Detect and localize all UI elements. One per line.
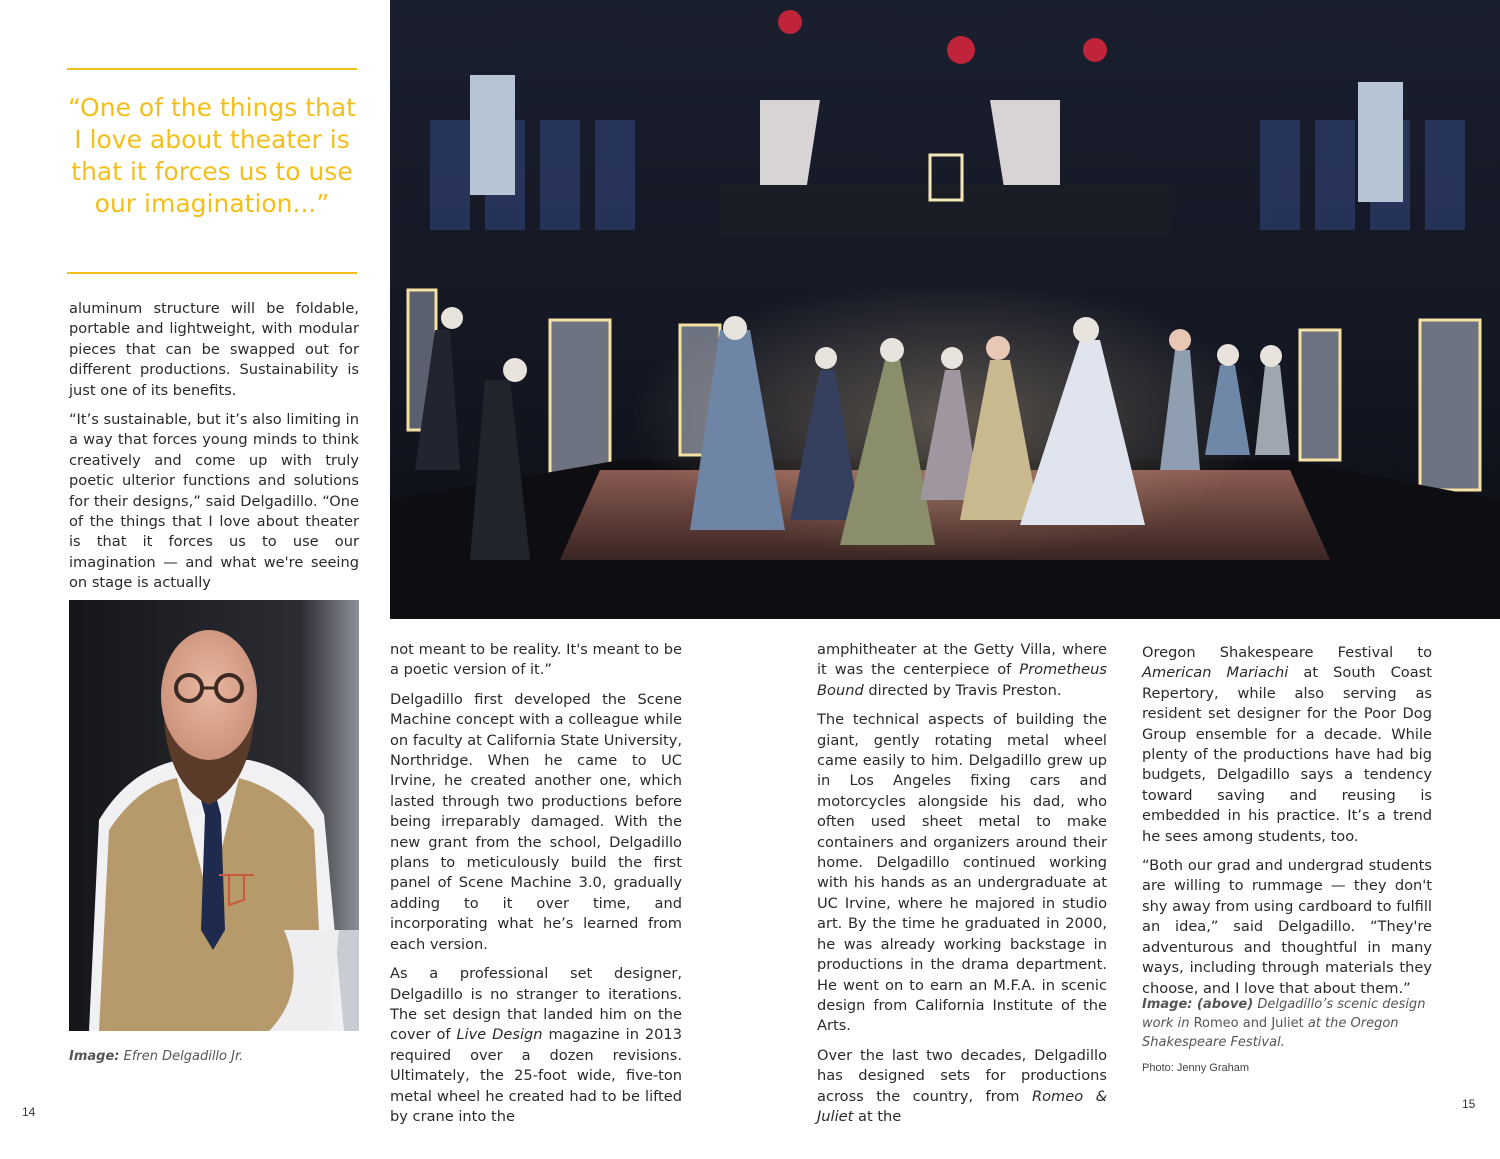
- text-run: magazine in 2013 required over a dozen revisions. Ultimately, the 25-foot wide, five-ton metal wheel he created had to be lifted by crane into the: [390, 1026, 683, 1125]
- paragraph: [817, 640, 1107, 701]
- page-number-right: 15: [1462, 1097, 1476, 1111]
- paragraph: [1142, 643, 1432, 847]
- paragraph: [817, 1046, 1107, 1128]
- paragraph: The technical aspects of building the giant, gently rotating metal wheel came easily to him. Delgadillo grew up in Los Angeles fixing cars and motorcycles alongside his dad, who often used sheet metal to make containers and organizers around their home. Delgadillo continued working with his hands as an undergraduate at UC Irvine, where he majored in studio art. By the time he graduated in 2000, he was already working backstage in productions in the drama department. He went on to earn an M.F.A. in scenic design from California Institute of the Arts.: [817, 711, 1107, 1035]
- paragraph: [390, 964, 682, 1127]
- stage-production-photo: [390, 0, 1500, 619]
- paragraph: “It’s sustainable, but it’s also limiting in a way that forces young minds to think creatively and come up with truly poetic ulterior functions and solutions for their designs,” said Delgadillo. “One of the things that I love about theater is that it forces us to use our imagination — and what we're seeing on stage is actually: [69, 411, 359, 592]
- article-column-2: [390, 640, 682, 1136]
- caption-production-title: Romeo and Juliet: [1193, 1016, 1304, 1031]
- text-run: Oregon Shakespeare Festival to: [1142, 644, 1432, 661]
- portrait-caption: [69, 1047, 359, 1066]
- pullquote-top-rule: [67, 68, 357, 70]
- magazine-title: Live Design: [456, 1026, 543, 1044]
- caption-text: at the Oregon Shakespeare Festival.: [1142, 1016, 1399, 1050]
- pull-quote: “One of the things that I love about theater is that it forces us to use our imagination...”: [68, 93, 356, 218]
- text-run: As a professional set designer, Delgadillo is no stranger to iterations. The set design that landed him on the cover of: [390, 965, 682, 1044]
- portrait-photo: [69, 600, 359, 1031]
- pullquote-bottom-rule: [67, 272, 357, 274]
- paragraph: not meant to be reality. It's meant to be a poetic version of it.”: [390, 641, 682, 679]
- stage-photo-caption: [1142, 995, 1442, 1052]
- page-number-left: 14: [22, 1105, 36, 1119]
- production-title: Prometheus Bound: [817, 661, 1107, 699]
- text-run: at the: [853, 1107, 902, 1125]
- production-title: American Mariachi: [1142, 664, 1289, 682]
- paragraph: “Both our grad and undergrad students are willing to rummage — they don't shy away from using cardboard to fulfill an idea,” said Delgadillo. “They're adventurous and thoughtful in many ways, including through materials they choose, and I love that about them.”: [1142, 857, 1432, 997]
- production-title: Romeo & Juliet: [817, 1087, 1107, 1125]
- caption-text: Efren Delgadillo Jr.: [119, 1049, 244, 1064]
- article-column-4: [1142, 643, 1432, 1008]
- text-run: amphitheater at the Getty Villa, where it was the centerpiece of: [817, 641, 1107, 679]
- article-column-3: [817, 640, 1107, 1136]
- caption-text: Delgadillo’s scenic design work in: [1142, 997, 1426, 1031]
- caption-label-suffix: (above): [1192, 997, 1254, 1012]
- text-run: Over the last two decades, Delgadillo has designed sets for productions across the country, from: [817, 1046, 1107, 1105]
- caption-label: Image:: [1142, 997, 1193, 1012]
- article-column-1: [69, 299, 359, 603]
- paragraph: aluminum structure will be foldable, portable and lightweight, with modular pieces that can be swapped out for different productions. Sustainability is just one of its benefits.: [69, 300, 359, 399]
- caption-label: Image:: [69, 1049, 120, 1064]
- paragraph: Delgadillo first developed the Scene Machine concept with a colleague while on faculty at California State University, Northridge. When he came to UC Irvine, he created another one, which lasted through two productions before being irreparably damaged. With the new grant from the school, Delgadillo plans to meticulously build the first panel of Scene Machine 3.0, gradually adding to it over time, and incorporating what he’s learned from each version.: [390, 690, 682, 953]
- photo-credit: Photo: Jenny Graham: [1142, 1062, 1250, 1074]
- text-run: at South Coast Repertory, while also serving as resident set designer for the Poor Dog Group ensemble for a decade. While plenty of the productions have had big budgets, Delgadillo says a tendency toward saving and reusing is embedded in his practice. It’s a trend he sees among students, too.: [1142, 664, 1432, 845]
- text-run: directed by Travis Preston.: [863, 681, 1062, 699]
